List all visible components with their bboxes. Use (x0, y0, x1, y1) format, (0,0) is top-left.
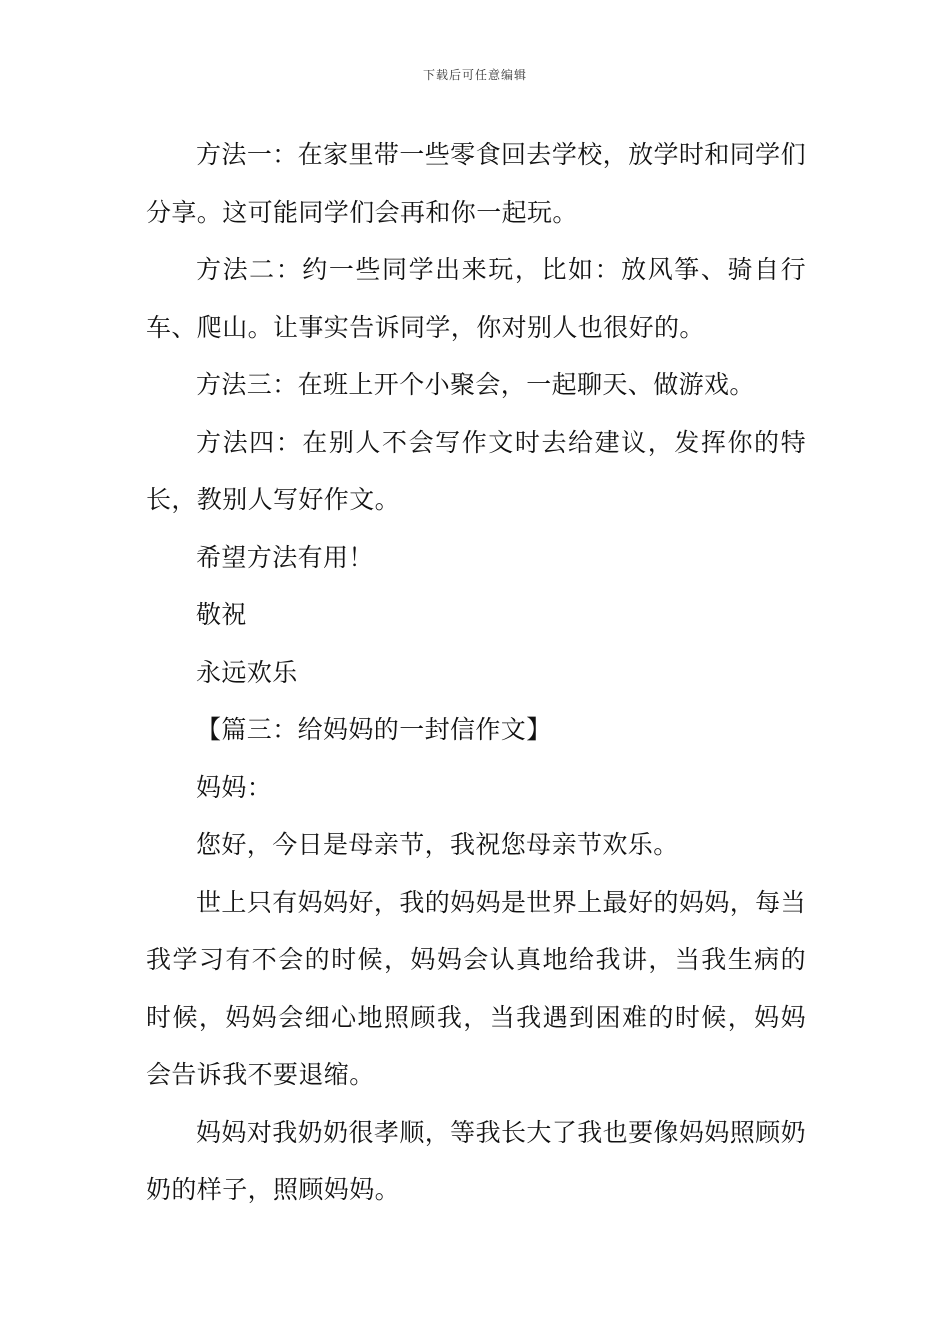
letter-greeting: 妈妈： (196, 772, 273, 802)
paragraph-filial: 妈妈对我奶奶很孝顺，等我长大了我也要像妈妈照顾奶奶的样子，照顾妈妈。 (146, 1117, 806, 1204)
paragraph-method-4: 方法四：在别人不会写作文时去给建议，发挥你的特长，教别人写好作文。 (146, 427, 806, 514)
document-body (146, 126, 806, 1219)
paragraph-method-3: 方法三：在班上开个小聚会，一起聊天、做游戏。 (196, 370, 755, 399)
paragraph-blessing: 永远欢乐 (196, 657, 298, 687)
paragraph-method-2: 方法二：约一些同学出来玩，比如：放风筝、骑自行车、爬山。让事实告诉同学，你对别人也很好的。 (146, 255, 806, 342)
paragraph-salutation: 敬祝 (196, 600, 247, 629)
section-title: 【篇三：给妈妈的一封信作文】 (196, 715, 552, 744)
paragraph-best-mom: 世上只有妈妈好，我的妈妈是世界上最好的妈妈，每当我学习有不会的时候，妈妈会认真地给我讲，当我生病的时候，妈妈会细心地照顾我，当我遇到困难的时候，妈妈会告诉我不要退缩。 (146, 887, 806, 1089)
paragraph-hello: 您好，今日是母亲节，我祝您母亲节欢乐。 (196, 830, 679, 859)
paragraph-closing-wish: 希望方法有用！ (196, 542, 374, 572)
paragraph-method-1: 方法一：在家里带一些零食回去学校，放学时和同学们分享。这可能同学们会再和你一起玩。 (146, 140, 806, 227)
page-header: 下载后可任意编辑 (422, 68, 527, 82)
